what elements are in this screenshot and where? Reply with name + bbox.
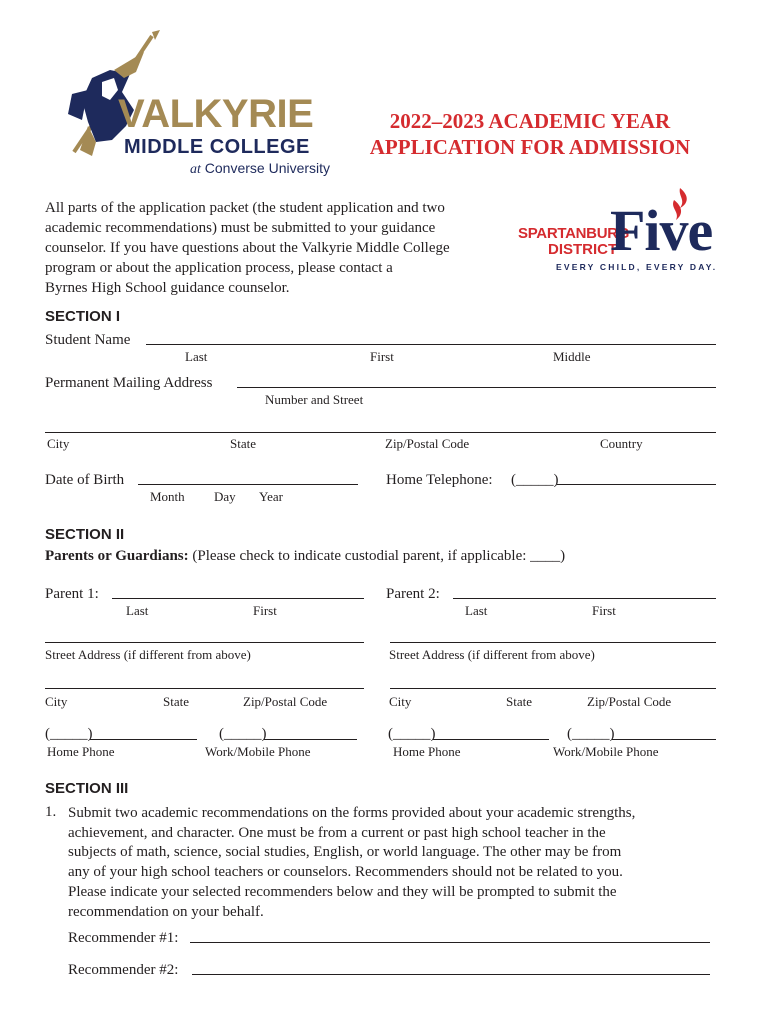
parent1-zip-label: Zip/Postal Code bbox=[243, 694, 328, 709]
title-line2: APPLICATION FOR ADMISSION bbox=[369, 135, 691, 159]
item-line: any of your high school teachers or counselors. Recommenders should not be related to you. bbox=[68, 864, 623, 881]
section-1-heading: SECTION I bbox=[45, 308, 121, 325]
intro-line: Byrnes High School guidance counselor. bbox=[45, 280, 290, 296]
parent2-zip-label: Zip/Postal Code bbox=[587, 694, 672, 709]
title-line1: 2022–2023 ACADEMIC YEAR bbox=[389, 109, 671, 133]
parent1-street-field[interactable] bbox=[45, 642, 364, 643]
guardians-line bbox=[45, 548, 565, 565]
intro-line: counselor. If you have questions about the Valkyrie Middle College bbox=[45, 240, 450, 256]
student-middle-label: Middle bbox=[553, 349, 591, 364]
item-number: 1. bbox=[45, 804, 57, 820]
item-paragraph bbox=[68, 804, 635, 922]
student-name-field[interactable] bbox=[146, 344, 716, 345]
parent1-work-phone-field[interactable] bbox=[264, 739, 357, 740]
dob-field[interactable] bbox=[138, 484, 358, 485]
intro-line: All parts of the application packet (the student application and two bbox=[45, 200, 445, 216]
intro-line: academic recommendations) must be submitted to your guidance bbox=[45, 220, 436, 236]
city-label: City bbox=[47, 436, 70, 451]
address-sub-label: Number and Street bbox=[265, 392, 364, 407]
parent2-first-label: First bbox=[592, 603, 616, 618]
recommender1-label: Recommender #1: bbox=[68, 930, 179, 946]
parent1-state-label: State bbox=[163, 694, 189, 709]
item-line: subjects of math, science, social studies, English, or world language. The other may be from bbox=[68, 844, 622, 861]
intro-line: program or about the application process, please contact a bbox=[45, 260, 393, 276]
item-line: Please indicate your selected recommenders below and they will be prompted to submit the bbox=[68, 883, 617, 900]
parent1-city-label: City bbox=[45, 694, 68, 709]
home-telephone-area-code[interactable]: (_____) bbox=[511, 472, 559, 488]
parent2-last-label: Last bbox=[465, 603, 488, 618]
parent1-home-phone-label: Home Phone bbox=[47, 744, 115, 759]
student-first-label: First bbox=[370, 349, 394, 364]
address-label: Permanent Mailing Address bbox=[45, 375, 213, 391]
parent2-work-phone-field[interactable] bbox=[612, 739, 716, 740]
parent1-name-field[interactable] bbox=[112, 598, 364, 599]
dob-year-label: Year bbox=[259, 489, 283, 504]
home-telephone-field[interactable] bbox=[557, 484, 716, 485]
parent1-work-area-code[interactable]: (_____) bbox=[219, 726, 267, 742]
intro-paragraph bbox=[45, 198, 450, 298]
guardians-note: (Please check to indicate custodial parent, if applicable: ____) bbox=[192, 548, 566, 564]
parent1-last-label: Last bbox=[126, 603, 149, 618]
section-2-heading: SECTION II bbox=[45, 526, 125, 543]
student-name-label: Student Name bbox=[45, 332, 131, 348]
home-telephone-label: Home Telephone: bbox=[386, 472, 493, 488]
parent1-city-field[interactable] bbox=[45, 688, 364, 689]
district-tagline: EVERY CHILD, EVERY DAY. bbox=[556, 262, 718, 272]
parent2-home-phone-field[interactable] bbox=[433, 739, 549, 740]
parent2-home-phone-label: Home Phone bbox=[393, 744, 461, 759]
parent1-first-label: First bbox=[253, 603, 277, 618]
student-last-label: Last bbox=[185, 349, 208, 364]
item-line: Submit two academic recommendations on the forms provided about your academic strengths, bbox=[68, 805, 636, 821]
parent2-city-label: City bbox=[389, 694, 412, 709]
parent2-city-field[interactable] bbox=[390, 688, 716, 689]
logo-name-line1: VALKYRIE bbox=[118, 92, 314, 136]
country-label: Country bbox=[600, 436, 643, 451]
state-label: State bbox=[230, 436, 256, 451]
parent2-work-area-code[interactable]: (_____) bbox=[567, 726, 615, 742]
parent2-work-phone-label: Work/Mobile Phone bbox=[553, 744, 659, 759]
parent1-work-phone-label: Work/Mobile Phone bbox=[205, 744, 311, 759]
parent2-street-field[interactable] bbox=[390, 642, 716, 643]
parent1-home-phone-field[interactable] bbox=[90, 739, 197, 740]
district-five-word: Five bbox=[610, 198, 713, 263]
parent1-label: Parent 1: bbox=[45, 586, 99, 602]
parent2-street-label: Street Address (if different from above) bbox=[389, 647, 595, 662]
parent2-state-label: State bbox=[506, 694, 532, 709]
zip-label: Zip/Postal Code bbox=[385, 436, 470, 451]
parent1-home-area-code[interactable]: (_____) bbox=[45, 726, 93, 742]
parent2-home-area-code[interactable]: (_____) bbox=[388, 726, 436, 742]
parent2-label: Parent 2: bbox=[386, 586, 440, 602]
district-line1: SPARTANBURG bbox=[518, 225, 630, 242]
guardians-label: Parents or Guardians: bbox=[45, 548, 189, 564]
logo-name-line2: MIDDLE COLLEGE bbox=[124, 136, 310, 158]
dob-day-label: Day bbox=[214, 489, 236, 504]
recommender2-label: Recommender #2: bbox=[68, 962, 179, 978]
logo-at-word: at bbox=[190, 162, 201, 177]
recommender2-field[interactable] bbox=[192, 974, 710, 975]
city-state-zip-country-field[interactable] bbox=[45, 432, 716, 433]
recommender1-field[interactable] bbox=[190, 942, 710, 943]
section-3-heading: SECTION III bbox=[45, 780, 129, 797]
dob-label: Date of Birth bbox=[45, 472, 125, 488]
mailing-address-field[interactable] bbox=[237, 387, 716, 388]
parent2-name-field[interactable] bbox=[453, 598, 716, 599]
logo-university-name: Converse University bbox=[204, 160, 331, 176]
dob-month-label: Month bbox=[150, 489, 185, 504]
item-line: recommendation on your behalf. bbox=[68, 903, 264, 920]
district-line2: DISTRICT bbox=[548, 241, 618, 258]
logo-university bbox=[190, 159, 330, 179]
item-line: achievement, and character. One must be from a current or past high school teacher in the bbox=[68, 824, 606, 841]
parent1-street-label: Street Address (if different from above) bbox=[45, 647, 251, 662]
